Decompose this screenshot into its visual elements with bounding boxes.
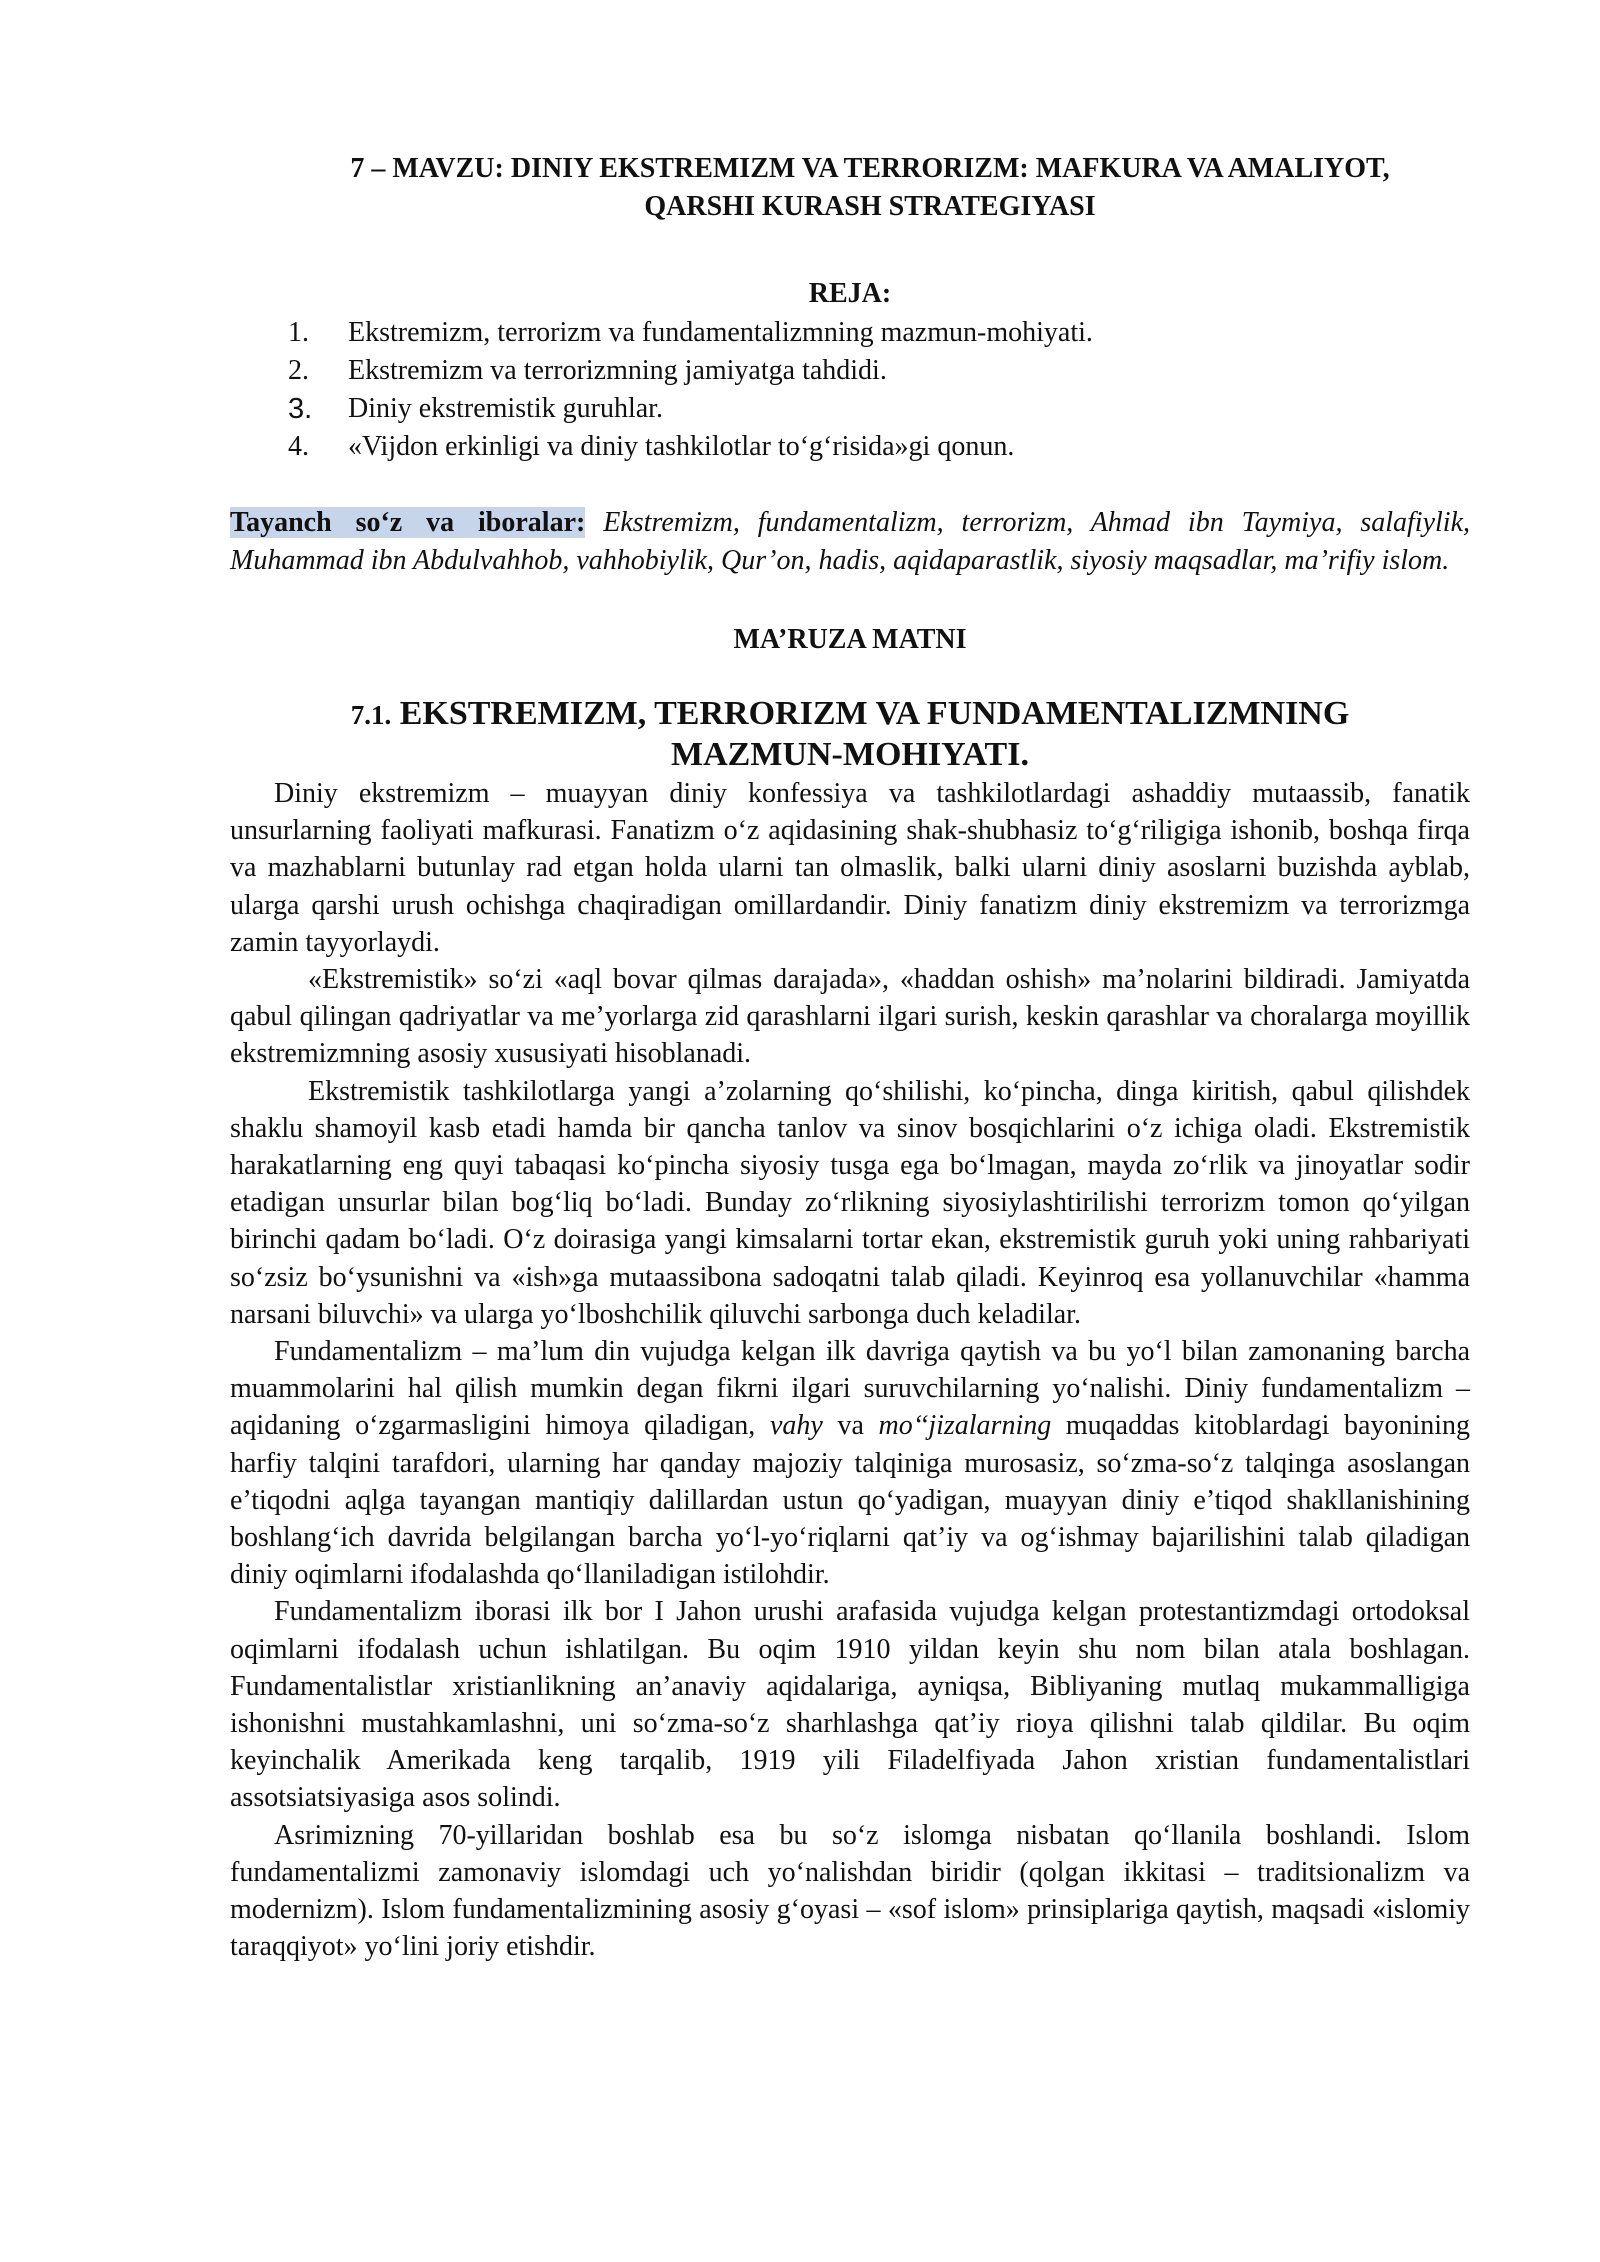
plan-item	[230, 390, 1470, 428]
body-paragraph-1: Diniy ekstremizm – muayyan diniy konfessiya va tashkilotlardagi ashaddiy mutaassib, fanatik unsurlarning faoliyati mafkurasi. Fanatizm o‘z aqidasining shak-shubhasiz to‘g‘riligiga ishonib, boshqa firqa va mazhablarni butunlay rad etgan holda ularni tan olmaslik, balki ularni diniy asoslarni buzishda ayblab, ularga qarshi urush ochishga chaqiradigan omillardandir. Diniy fanatizm diniy ekstremizm va terrorizmga zamin tayyorlaydi.	[230, 778, 1470, 958]
body-paragraph-5: Fundamentalizm iborasi ilk bor I Jahon urushi arafasida vujudga kelgan protestantizmdagi ortodoksal oqimlarni ifodalash uchun ishlatilgan. Bu oqim 1910 yildan keyin shu nom bilan atala boshlagan. Fundamentalistlar xristianlikning an’anaviy aqidalariga, ayniqsa, Bibliyaning mutlaq mukammalligiga ishonishni mustahkamlashni, uni so‘zma-so‘z sharhlashga qat’iy rioya qilishni talab qildilar. Bu oqim keyinchalik Amerikada keng tarqalib, 1919 yili Filadelfiyada Jahon xristian fundamentalistlari assotsiatsiyasiga asos solindi.	[230, 1596, 1470, 1814]
body-paragraph-2: «Ekstremistik» so‘zi «aql bovar qilmas darajada», «haddan oshish» ma’nolarini bildiradi. Jamiyatda qabul qilingan qadriyatlar va me’yorlarga zid qarashlarni ilgari surish, keskin qarashlar va choralarga moyillik ekstremizmning asosiy xususiyati hisoblanadi.	[230, 964, 1470, 1070]
section-number: 7.1.	[350, 700, 392, 730]
topic-title-line1: 7 – MAVZU: DINIY EKSTREMIZM VA TERRORIZM: MAFKURA VA AMALIYOT,	[350, 153, 1390, 184]
lecture-heading: MA’RUZA MATNI	[733, 624, 967, 655]
section-heading-line1	[230, 694, 1470, 735]
word-va: va	[837, 1410, 864, 1442]
body-paragraph-4	[230, 1333, 1470, 1593]
plan-item-number: 3.	[288, 393, 313, 425]
document-content	[230, 150, 1470, 1966]
topic-title-line2: QARSHI KURASH STRATEGIYASI	[644, 191, 1096, 222]
keywords-paragraph	[230, 504, 1470, 580]
plan-item-text: Diniy ekstremistik guruhlar.	[348, 393, 663, 424]
section-title-line1: EKSTREMIZM, TERRORIZM VA FUNDAMENTALIZMNING	[399, 695, 1350, 732]
paragraph-4-end: muqaddas kitoblardagi bayonining harfiy talqini tarafdori, ularning har qanday majoziy talqiniga murosasiz, so‘zma-so‘z talqinga asoslangan e’tiqodni aqlga tayangan mantiqiy dalillardan ustun qo‘yadigan, muayyan diniy e’tiqod shakllanishining boshlang‘ich davrida belgilangan barcha yo‘l-yo‘riqlarni qat’iy va og‘ishmay bajarilishini talab qiladigan diniy oqimlarni ifodalashda qo‘llaniladigan istilohdir.	[230, 1410, 1471, 1591]
plan-item-number: 1.	[288, 317, 309, 348]
body-paragraph-3: Ekstremistik tashkilotlarga yangi a’zolarning qo‘shilishi, ko‘pincha, dinga kiritish, qabul qilishdek shaklu shamoyil kasb etadi hamda bir qancha tanlov va sinov bosqichlarini o‘z ichiga oladi. Ekstremistik harakatlarning eng quyi tabaqasi ko‘pincha siyosiy tusga ega bo‘lmagan, mayda zo‘rlik va jinoyatlar sodir etadigan unsurlar bilan bog‘liq bo‘ladi. Bunday zo‘rlikning siyosiylashtirilishi terrorizm tomon qo‘yilgan birinchi qadam bo‘ladi. O‘z doirasiga yangi kimsalarni tortar ekan, ekstremistik guruh yoki uning rahbariyati so‘zsiz bo‘ysunishni va «ish»ga mutaassibona sadoqatni talab qiladi. Keyinroq esa yollanuvchilar «hamma narsani biluvchi» va ularga yo‘lboshchilik qiluvchi sarbonga duch keladilar.	[230, 1075, 1470, 1330]
plan-item-text: «Vijdon erkinligi va diniy tashkilotlar to‘g‘risida»gi qonun.	[348, 431, 1015, 462]
plan-list	[230, 314, 1470, 466]
plan-item	[230, 314, 1470, 352]
section-title-line2: MAZMUN-MOHIYATI.	[671, 736, 1029, 773]
keywords-terms: Ekstremizm, fundamentalizm, terrorizm, Ahmad ibn Taymiya, salafiylik, Muhammad ibn Abdulvahhob, vahhobiylik, Qur’on, hadis, aqidaparastlik, siyosiy maqsadlar, ma’rifiy islom.	[230, 507, 1470, 576]
plan-item-text: Ekstremizm va terrorizmning jamiyatga tahdidi.	[348, 355, 887, 386]
section-heading	[230, 694, 1470, 775]
topic-title	[230, 150, 1470, 226]
plan-item-number: 4.	[288, 431, 309, 462]
plan-item-number: 2.	[288, 355, 309, 386]
plan-item	[230, 428, 1470, 466]
paragraph-4-start: Fundamentalizm – ma’lum din vujudga kelgan ilk davriga qaytish va bu yo‘l bilan zamonaning barcha muammolarini hal qilish mumkin degan fikrni ilgari suruvchilarning yo‘nalishi. Diniy fundamentalizm – aqidaning o‘zgarmasligini himoya qiladigan,	[230, 1336, 1470, 1442]
plan-item-text: Ekstremizm, terrorizm va fundamentalizmning mazmun-mohiyati.	[348, 317, 1093, 348]
plan-item	[230, 352, 1470, 390]
keywords-label: Tayanch so‘z va iboralar:	[230, 507, 586, 538]
plan-heading: REJA:	[808, 278, 892, 309]
body-paragraph-6: Asrimizning 70-yillaridan boshlab esa bu so‘z islomga nisbatan qo‘llanila boshlandi. Islom fundamentalizmi zamonaviy islomdagi uch yo‘nalishdan biridir (qolgan ikkitasi – traditsionalizm va modernizm). Islom fundamentalizmining asosiy g‘oyasi – «sof islom» prinsiplariga qaytish, maqsadi «islomiy taraqqiyot» yo‘lini joriy etishdir.	[230, 1819, 1470, 1963]
term-vahy: vahy	[769, 1410, 823, 1442]
term-mojiza: mo‘‘jizalarning	[878, 1410, 1052, 1442]
